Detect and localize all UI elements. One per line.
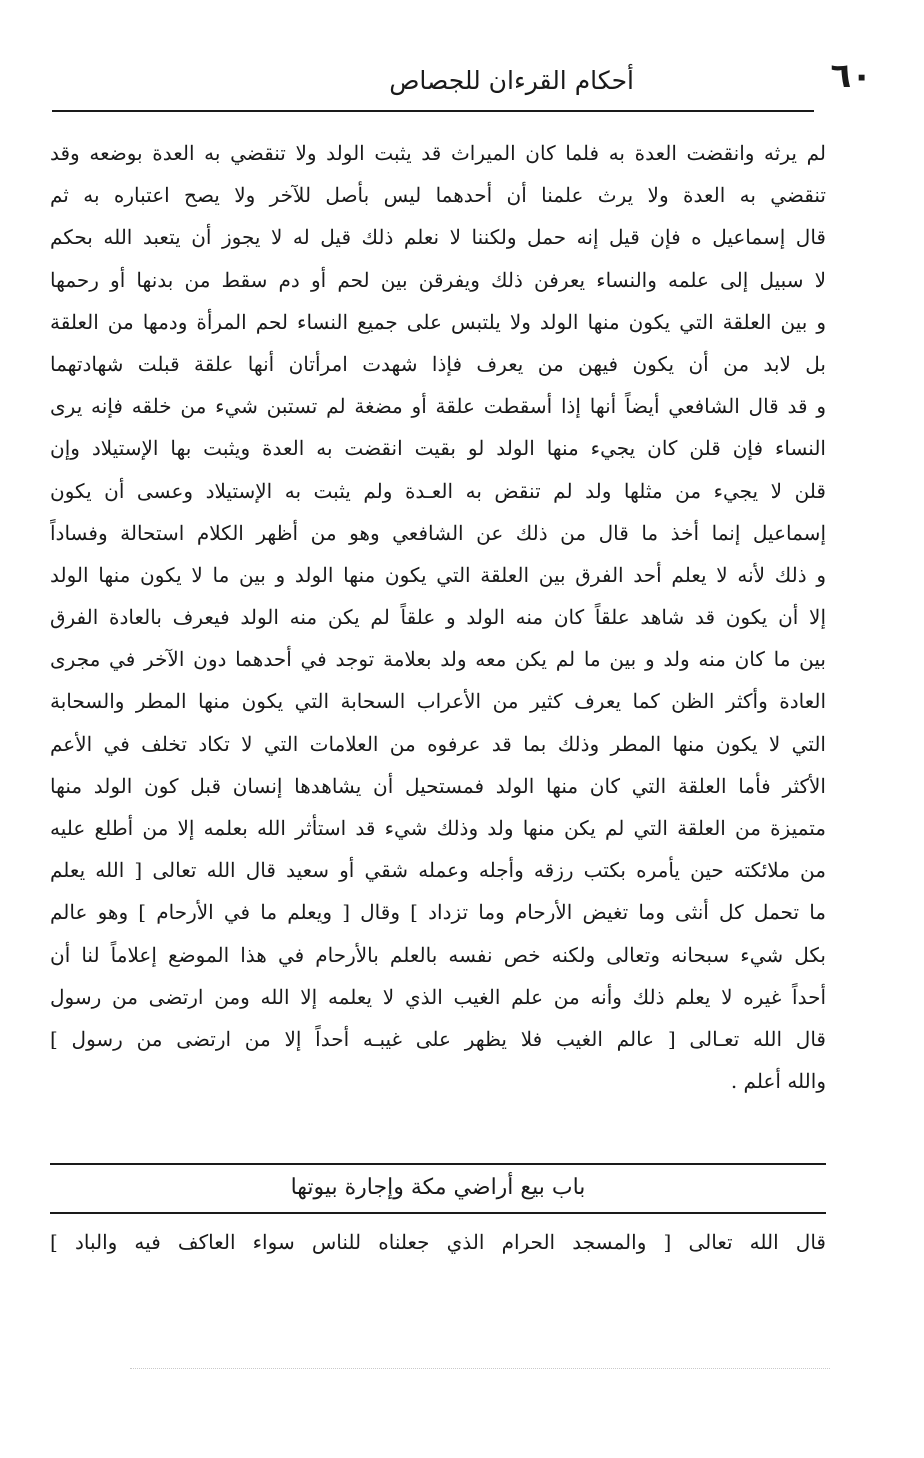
text-line: العادة وأكثر الظن كما يعرف كثير من الأعراب السحابة التي يكون منها المطر والسحابة [50,689,826,714]
page-number: ٦٠ [830,56,872,96]
text-line: التي لا يكون منها المطر وذلك بما قد عرفوه من العلامات التي لا تكاد تخلف في الأعم [50,731,826,756]
text-line: بل لابد من أن يكون فيهن من يعرف فإذا شهدت امرأتان أنها علقة قبلت شهادتهما [50,351,826,376]
text-line: الأكثر فأما العلقة التي كان منها الولد فمستحيل أن يشاهدها إنسان قبل كون الولد منها [50,773,826,798]
text-line: متميزة من العلقة التي لم يكن منها ولد وذلك شيء قد استأثر الله بعلمه إلا من أطلع عليه [50,816,826,840]
running-title: أحكام القرءان للجصاص [389,66,634,95]
text-line: إلا أن يكون قد شاهد علقاً كان منه الولد و علقاً لم يكن منه الولد فيعرف بالعادة الفرق [50,605,826,630]
text-line: إسماعيل إنما أخذ ما قال من ذلك عن الشافعي وهو من أظهر الكلام استحالة وفساداً [50,520,826,545]
text-line: لم يرثه وانقضت العدة به فلما كان الميراث قد يثبت الولد ولا تنقضي به العدة بوضعه وقد [50,141,826,165]
text-line: و قد قال الشافعي أيضاً أنها إذا أسقطت علقة أو مضغة لم تستبن شيء من خلقه فإنه يرى [50,394,826,419]
page-header [52,56,872,108]
scan-artifact-dots [130,1368,830,1373]
section-verse: قال الله تعالى [ والمسجد الحرام الذي جعلناه للناس سواء العاكف فيه والباد ] [50,1230,826,1254]
text-line: تنقضي به العدة ولا يرث علمنا أن أحدهما ليس بأصل للآخر ولا يصح اعتباره به ثم [50,183,826,208]
text-line: النساء فإن قلن كان يجيء منها الولد لو بقيت انقضت به العدة ويثبت بها الإستيلاد وإن [50,436,826,461]
text-line: بين ما كان منه ولد و بين ما لم يكن معه ولد بعلامة توجد في أحدهما دون الآخر في مجرى [50,647,826,672]
text-line: ما تحمل كل أنثى وما تغيض الأرحام وما تزداد ] وقال [ ويعلم ما في الأرحام ] وهو عالم [50,900,826,925]
section-rule-top [50,1163,826,1165]
text-line: من ملائكته حين يأمره بكتب رزقه وأجله وعمله شقي أو سعيد قال الله تعالى [ الله يعلم [50,858,826,883]
section-rule-bottom [50,1212,826,1214]
text-line: بكل شيء سبحانه وتعالى ولكنه خص نفسه بالعلم بالأرحام في هذا الموضع إعلاماً لنا أن [50,942,826,967]
text-line-last: والله أعلم . [730,1069,826,1094]
header-rule [52,110,814,112]
text-line: قلن لا يجيء من مثلها ولد لم تنقض به العـدة ولم يثبت به الإستيلاد وعسى أن يكون [50,478,826,503]
text-line: قال إسماعيل ه فإن قيل إنه حمل ولكننا لا نعلم ذلك قيل له لا يجوز أن يتعبد الله بحكم [50,225,826,250]
text-line: لا سبيل إلى علمه والنساء يعرفن ذلك ويفرقن بين لحم أو دم سقط من بدنها أو رحمها [50,267,826,292]
text-line: قال الله تعـالى [ عالم الغيب فلا يظهر على غيبـه أحداً إلا من ارتضى من رسول ] [50,1026,826,1051]
section-title: باب بيع أراضي مكة وإجارة بيوتها [290,1175,586,1200]
text-line: أحداً غيره لا يعلم ذلك وأنه من علم الغيب الذي لا يعلمه إلا الله ومن ارتضى من رسول [50,984,826,1009]
body-text [50,132,826,1102]
text-line: و بين العلقة التي يكون منها الولد ولا يلتبس على جميع النساء لحم المرأة ودمها من العلقة [50,309,826,334]
text-line: و ذلك لأنه لا يعلم أحد الفرق بين العلقة التي يكون منها الولد و بين ما لا يكون منها الولد [50,562,826,587]
